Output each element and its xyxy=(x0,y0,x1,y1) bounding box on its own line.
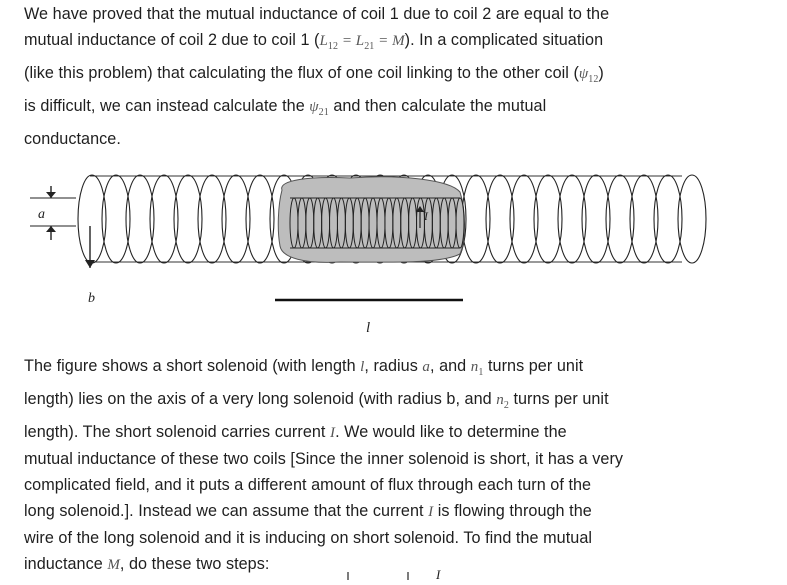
a-arrow-top-head xyxy=(46,192,56,198)
label-I: I xyxy=(424,209,428,223)
math-psi21: $\psi_{21}$ xyxy=(309,99,329,118)
math-L12: $L_{12}$ xyxy=(319,33,339,52)
body-line-3 xyxy=(24,419,744,446)
math-l: l xyxy=(360,359,365,375)
label-b: b xyxy=(88,291,95,306)
a-arrow-bottom-head xyxy=(46,226,56,232)
intro-text: mutual inductance of coil 2 due to coil 1 ( xyxy=(24,31,320,49)
intro-text: (like this problem) that calculating the flux of one coil linking to the other coil ( xyxy=(24,64,579,82)
body-text: mutual inductance of these two coils [Since the inner solenoid is short, it has a very xyxy=(24,450,624,468)
math-I: I xyxy=(428,504,434,520)
math-M: M xyxy=(107,557,120,573)
math-M: M xyxy=(392,33,405,49)
body-text: is flowing through the xyxy=(433,502,592,520)
body-text: length). The short solenoid carries current xyxy=(24,423,331,441)
body-text: , radius xyxy=(364,357,423,375)
intro-text: ). In a complicated situation xyxy=(404,31,604,49)
intro-text: We have proved that the mutual inductance of coil 1 due to coil 2 are equal to the xyxy=(24,5,610,23)
math-n2: $n_2$ xyxy=(496,392,509,411)
label-l: l xyxy=(366,320,371,336)
solenoid-diagram xyxy=(20,150,710,345)
intro-text: ) xyxy=(598,64,604,82)
intro-text: conductance. xyxy=(24,130,121,148)
intro-line-4 xyxy=(24,93,744,126)
body-line-2 xyxy=(24,386,744,419)
body-text: . We would like to determine the xyxy=(335,423,567,441)
body-text: wire of the long solenoid and it is inducing on short solenoid. To find the mutual xyxy=(24,529,593,547)
intro-line-5 xyxy=(24,126,744,152)
label-a: a xyxy=(38,207,45,222)
body-line-7 xyxy=(24,525,744,551)
body-text: turns per unit xyxy=(508,390,609,408)
math-equals: = xyxy=(338,33,356,49)
cutoff-I: I xyxy=(436,567,441,580)
intro-line-1 xyxy=(24,1,744,27)
math-L21: $L_{21}$ xyxy=(355,33,375,52)
b-arrow-head xyxy=(85,260,95,268)
body-text: inductance xyxy=(24,555,108,573)
math-equals: = xyxy=(374,33,393,49)
body-text: complicated field, and it puts a different amount of flux through each turn of the xyxy=(24,476,592,494)
math-psi12: $\psi_{12}$ xyxy=(578,66,599,85)
math-I: I xyxy=(330,425,336,441)
body-line-4 xyxy=(24,446,744,472)
body-text: length) lies on the axis of a very long solenoid (with radius b, and xyxy=(24,390,497,408)
body-text: , do these two steps: xyxy=(119,555,270,573)
intro-paragraph xyxy=(24,1,744,152)
math-a: a xyxy=(422,359,430,375)
solenoid-figure xyxy=(20,150,710,345)
intro-text: and then calculate the mutual xyxy=(328,97,547,115)
intro-line-3 xyxy=(24,60,744,93)
body-line-6 xyxy=(24,498,744,525)
intro-line-2 xyxy=(24,27,744,60)
math-n1: $n_1$ xyxy=(470,359,484,378)
cutoff-next-line xyxy=(336,566,456,580)
intro-text: is difficult, we can instead calculate the xyxy=(24,97,310,115)
body-text: long solenoid.]. Instead we can assume that the current xyxy=(24,502,429,520)
body-text: , and xyxy=(429,357,471,375)
body-line-5 xyxy=(24,472,744,498)
body-paragraph xyxy=(24,353,744,578)
cutoff-glyphs xyxy=(336,566,456,580)
body-line-1 xyxy=(24,353,744,386)
body-text: turns per unit xyxy=(483,357,584,375)
body-text: The figure shows a short solenoid (with length xyxy=(24,357,361,375)
